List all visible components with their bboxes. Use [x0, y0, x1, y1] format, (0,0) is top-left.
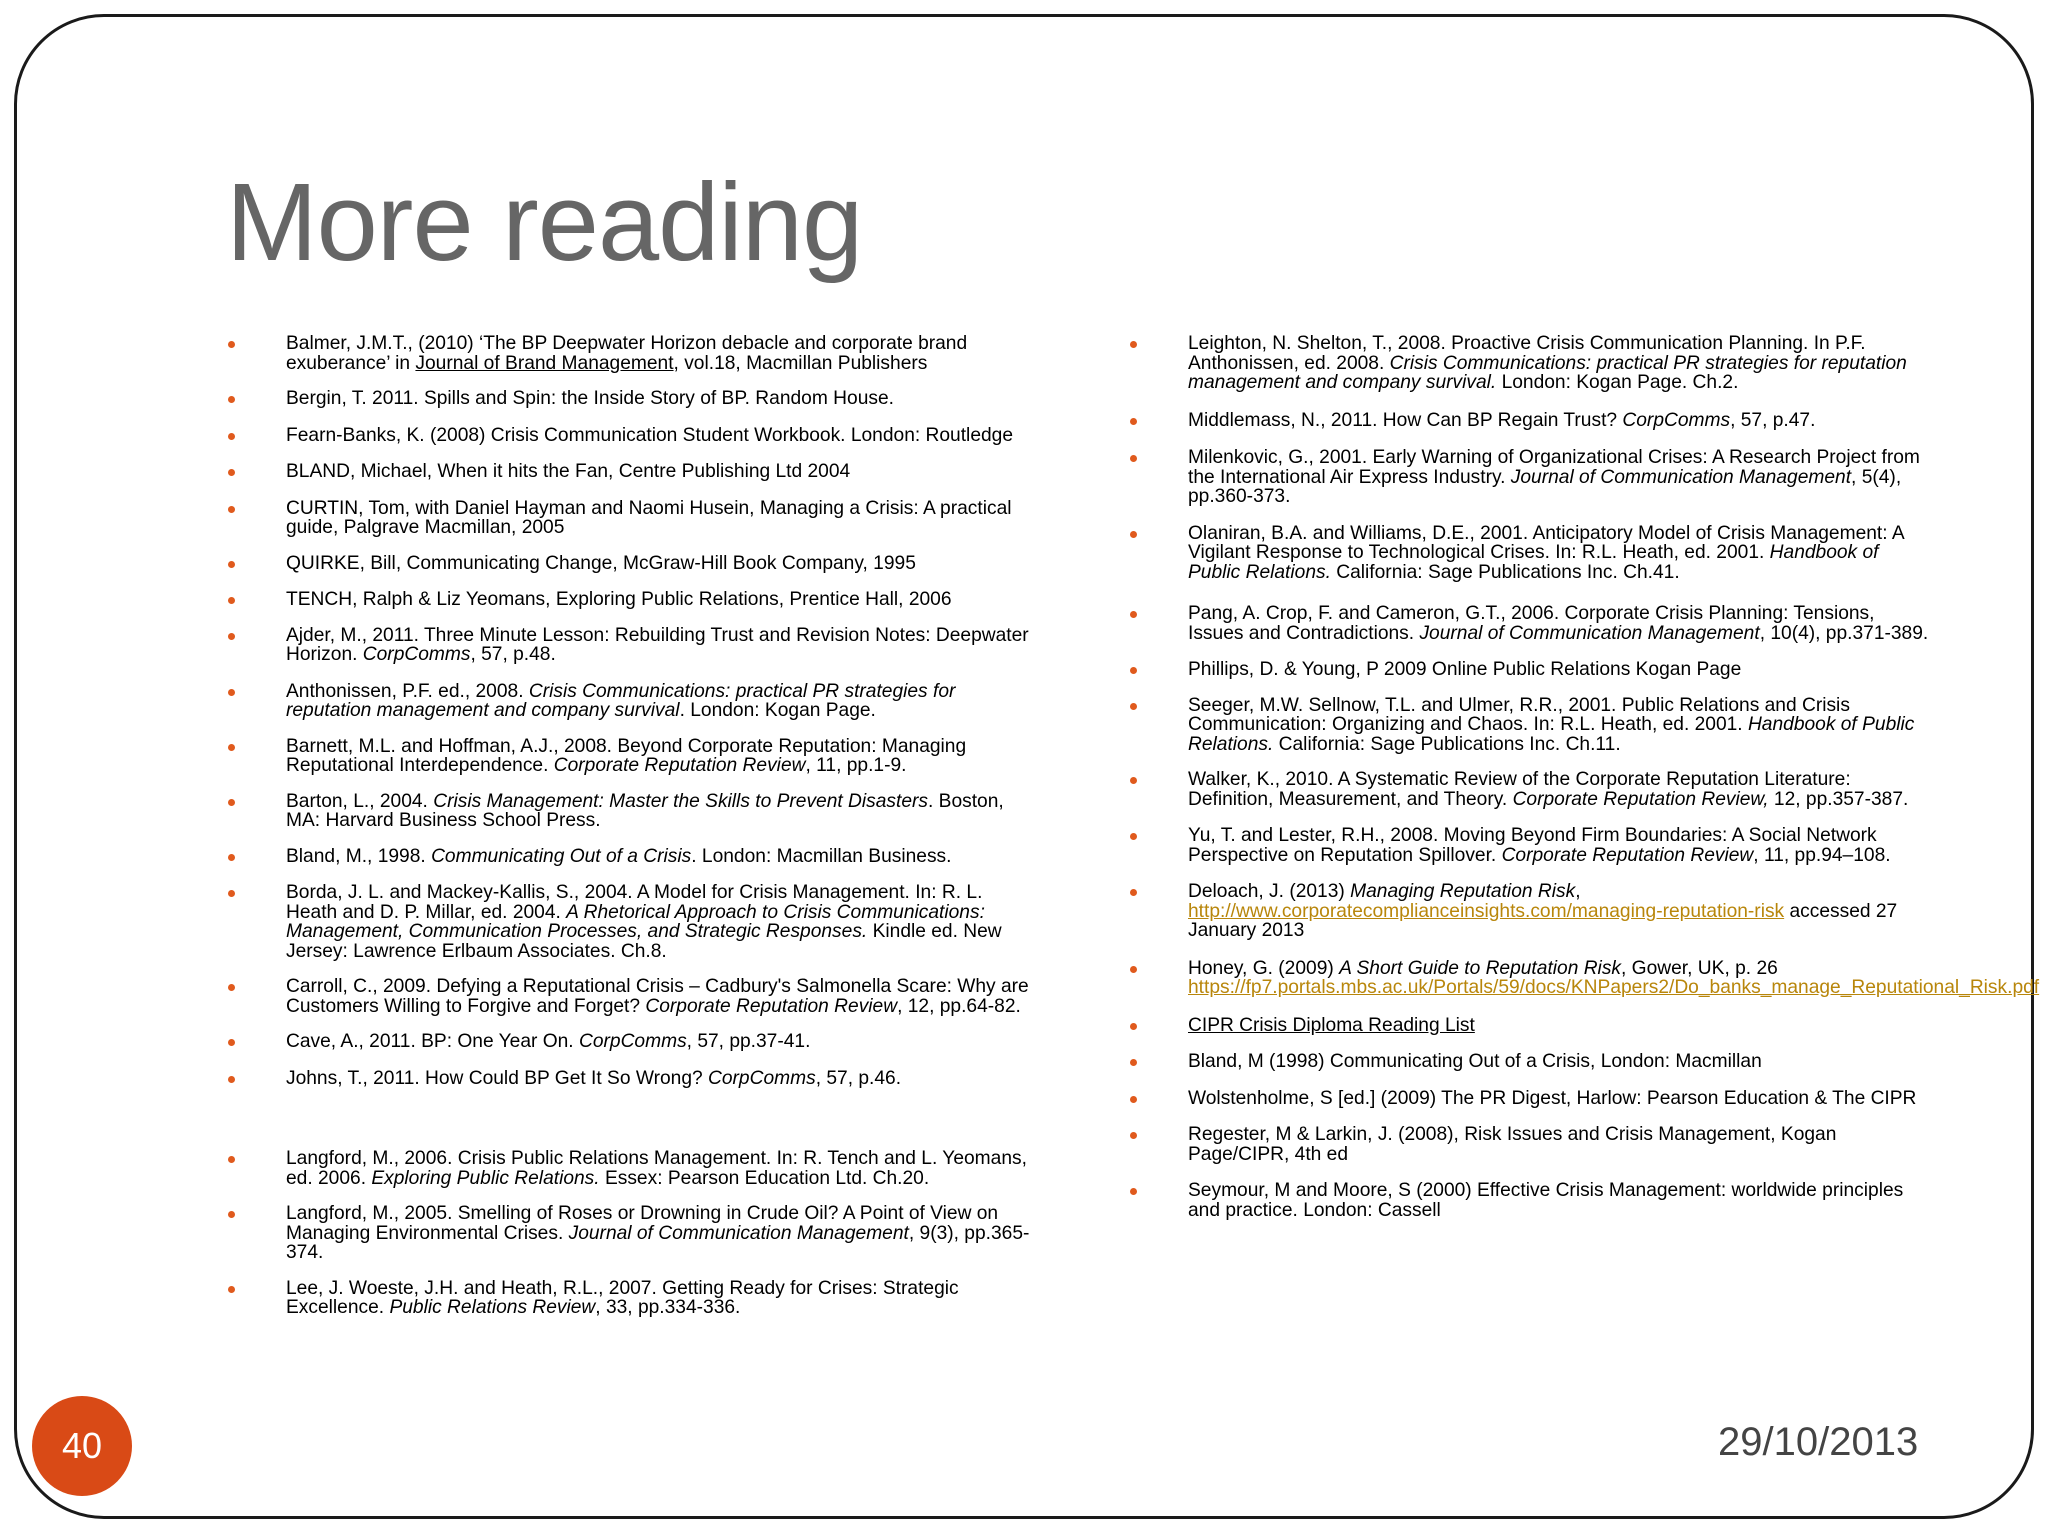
reference-text: Barton, L., 2004.	[286, 790, 434, 812]
reference-item	[1130, 334, 1930, 393]
reference-text: , 5(4), pp.360-373.	[1188, 466, 1902, 507]
reference-title-italic: Exploring Public Relations.	[371, 1167, 600, 1189]
reading-list-left	[228, 334, 1034, 1334]
reference-text: Balmer, J.M.T., (2010) ‘The BP Deepwater Horizon debacle and corporate brand exuberance’ in	[286, 333, 968, 374]
reference-text: Deloach, J. (2013)	[1188, 881, 1351, 902]
reference-item	[228, 792, 1034, 831]
reference-item	[1130, 882, 1930, 941]
reference-item	[1130, 411, 1930, 431]
reference-text: , 57, pp.37-41.	[686, 1031, 811, 1052]
reference-item	[1130, 1052, 1930, 1072]
reference-text: Cave, A., 2011. BP: One Year On.	[286, 1031, 579, 1052]
reference-item	[228, 737, 1034, 776]
reference-title-italic: Public Relations Review	[389, 1297, 596, 1318]
reference-text: Regester, M & Larkin, J. (2008), Risk Issues and Crisis Management, Kogan Page/CIPR, 4th ed	[1188, 1124, 1837, 1165]
reference-text: . London: Macmillan Business.	[691, 845, 952, 867]
reference-title-underlined: CIPR Crisis Diploma Reading List	[1188, 1014, 1475, 1036]
reference-title-italic: Crisis Communications: practical PR strategies for reputation management and company survival	[286, 680, 956, 721]
reference-title-italic: CorpComms	[362, 644, 471, 665]
reference-item	[228, 334, 1034, 373]
reference-title-italic: A Short Guide to Reputation Risk	[1339, 957, 1622, 979]
reference-text: Johns, T., 2011. How Could BP Get It So Wrong?	[286, 1067, 709, 1089]
reference-text: Middlemass, N., 2011. How Can BP Regain Trust?	[1188, 409, 1623, 431]
reference-item	[228, 590, 1034, 610]
reference-item	[228, 626, 1034, 665]
reference-text: Bergin, T. 2011. Spills and Spin: the Inside Story of BP. Random House.	[286, 388, 894, 409]
reference-title-italic: Handbook of Public Relations.	[1188, 542, 1879, 583]
reference-text: , 57, p.46.	[815, 1067, 902, 1089]
reference-text: Lee, J. Woeste, J.H. and Heath, R.L., 2007. Getting Ready for Crises: Strategic Excellence.	[286, 1277, 959, 1318]
reference-item	[228, 1204, 1034, 1263]
reference-item	[228, 1279, 1034, 1318]
reference-text: Borda, J. L. and Mackey-Kallis, S., 2004. A Model for Crisis Management. In: R. L. Heath and D. P. Millar, ed. 2004.	[286, 882, 983, 923]
reference-text: QUIRKE, Bill, Communicating Change, McGraw-Hill Book Company, 1995	[286, 552, 916, 574]
reference-item	[1130, 1016, 1930, 1036]
reference-text: Seeger, M.W. Sellnow, T.L. and Ulmer, R.R., 2001. Public Relations and Crisis Communication: Organizing and Chaos. In: R.L. Heath, ed. 2001.	[1188, 694, 1850, 735]
reference-title-underlined: Journal of Brand Management	[415, 352, 674, 374]
reference-item	[1130, 770, 1930, 809]
reference-text: Yu, T. and Lester, R.H., 2008. Moving Beyond Firm Boundaries: A Social Network Perspective on Reputation Spillover.	[1188, 825, 1877, 866]
reference-text: . London: Kogan Page.	[679, 700, 876, 721]
reference-text: Walker, K., 2010. A Systematic Review of the Corporate Reputation Literature: Definition, Measurement, and Theory.	[1188, 769, 1851, 810]
reference-title-italic: Journal of Communication Management	[568, 1222, 909, 1244]
reference-item	[1130, 826, 1930, 865]
reference-item	[228, 554, 1034, 574]
reference-text: California: Sage Publications Inc. Ch.41.	[1330, 561, 1680, 583]
reference-title-italic: Communicating Out of a Crisis	[431, 845, 692, 867]
reference-text: Milenkovic, G., 2001. Early Warning of Organizational Crises: A Research Project from the International Air Express Industry.	[1188, 447, 1920, 488]
reference-text: Bland, M (1998) Communicating Out of a Crisis, London: Macmillan	[1188, 1051, 1762, 1072]
reference-title-italic: Corporate Reputation Review,	[1512, 788, 1769, 810]
reference-item	[228, 847, 1034, 867]
reading-list-right	[1130, 333, 2040, 1237]
reference-item	[228, 1069, 1034, 1089]
reference-text: , vol.18, Macmillan Publishers	[673, 352, 928, 374]
reference-link[interactable]: https://fp7.portals.mbs.ac.uk/Portals/59/docs/KNPapers2/Do_banks_manage_Reputational_Risk.pdf	[1188, 977, 2040, 998]
reference-title-italic: Journal of Communication Management	[1419, 622, 1760, 644]
reference-item	[1130, 1089, 1930, 1109]
reference-item	[228, 389, 1034, 409]
reference-text: , 10(4), pp.371-389.	[1759, 622, 1929, 644]
reference-title-italic: Journal of Communication Management	[1510, 466, 1852, 488]
reference-text: TENCH, Ralph & Liz Yeomans, Exploring Public Relations, Prentice Hall, 2006	[286, 589, 952, 610]
reference-text: Seymour, M and Moore, S (2000) Effective Crisis Management: worldwide principles and practice. London: Cassell	[1188, 1180, 1904, 1221]
reference-item	[228, 682, 1034, 721]
reference-link[interactable]: http://www.corporatecomplianceinsights.com/managing-reputation-risk	[1188, 900, 1785, 922]
reference-item	[228, 499, 1034, 538]
reference-text: , Gower, UK, p. 26	[1621, 957, 1778, 979]
reference-item	[1130, 1181, 1930, 1220]
reference-text: Ajder, M., 2011. Three Minute Lesson: Rebuilding Trust and Revision Notes: Deepwater Horizon.	[286, 624, 1029, 665]
reference-text: 12, pp.357-387.	[1768, 788, 1909, 810]
reference-text: Carroll, C., 2009. Defying a Reputational Crisis – Cadbury's Salmonella Scare: Why are Customers Willing to Forgive and Forget?	[286, 976, 1029, 1017]
reference-text: , 57, p.47.	[1730, 409, 1816, 431]
reference-text: Honey, G. (2009)	[1188, 957, 1340, 979]
reference-item	[1130, 696, 1930, 755]
reference-item	[1130, 448, 1930, 507]
slide-date: 29/10/2013	[1718, 1420, 1919, 1464]
reference-item	[1130, 957, 2040, 998]
reference-item	[1130, 660, 1930, 680]
reference-text: Olaniran, B.A. and Williams, D.E., 2001. Anticipatory Model of Crisis Management: A Vigilant Response to Technological Crises. In: R.L. Heath, ed. 2001.	[1188, 522, 1904, 563]
reference-item	[228, 1149, 1034, 1188]
reference-title-italic: A Rhetorical Approach to Crisis Communications: Management, Communication Processes, and Strategic Responses.	[286, 901, 985, 942]
reference-item	[1130, 1125, 1930, 1164]
reference-text: , 57, p.48.	[470, 644, 556, 665]
reference-text: Anthonissen, P.F. ed., 2008.	[286, 680, 529, 702]
reference-text: Fearn-Banks, K. (2008) Crisis Communication Student Workbook. London: Routledge	[286, 424, 1014, 446]
reference-text: CURTIN, Tom, with Daniel Hayman and Naomi Husein, Managing a Crisis: A practical guide, Palgrave Macmillan, 2005	[286, 497, 1012, 538]
reference-text: BLAND, Michael, When it hits the Fan, Centre Publishing Ltd 2004	[286, 461, 851, 482]
page-number-badge	[32, 1396, 132, 1496]
reference-text: London: Kogan Page. Ch.2.	[1496, 372, 1739, 393]
reference-text: , 33, pp.334-336.	[595, 1297, 741, 1318]
reference-item	[228, 1032, 1034, 1052]
reference-text: Leighton, N. Shelton, T., 2008. Proactive Crisis Communication Planning. In P.F. Anthonissen, ed. 2008.	[1188, 333, 1866, 374]
reference-text: . Boston, MA: Harvard Business School Press.	[286, 790, 1004, 831]
reference-title-italic: CorpComms	[1622, 409, 1731, 431]
reference-item	[1130, 604, 1930, 643]
reference-title-italic: Crisis Management: Master the Skills to Prevent Disasters	[433, 790, 928, 812]
reference-text: Langford, M., 2006. Crisis Public Relations Management. In: R. Tench and L. Yeomans, ed. 2006.	[286, 1148, 1027, 1189]
reference-title-italic: Managing Reputation Risk	[1350, 881, 1576, 902]
reference-title-italic: Corporate Reputation Review	[645, 995, 898, 1017]
reference-text: , 11, pp.94–108.	[1753, 844, 1891, 866]
reference-item	[228, 977, 1034, 1016]
reference-text: Phillips, D. & Young, P 2009 Online Public Relations Kogan Page	[1188, 659, 1742, 680]
reference-title-italic: Handbook of Public Relations.	[1188, 714, 1915, 755]
reference-text: , 11, pp.1-9.	[805, 755, 907, 776]
reference-text: Langford, M., 2005. Smelling of Roses or Drowning in Crude Oil? A Point of View on Managing Environmental Crises.	[286, 1203, 999, 1244]
reference-item	[228, 883, 1034, 961]
reference-text: Barnett, M.L. and Hoffman, A.J., 2008. Beyond Corporate Reputation: Managing Reputational Interdependence.	[286, 735, 967, 776]
reference-text: California: Sage Publications Inc. Ch.11.	[1273, 733, 1621, 755]
reference-text: , 9(3), pp.365-374.	[286, 1222, 1030, 1263]
reference-text: , 12, pp.64-82.	[897, 995, 1021, 1017]
reference-text: Bland, M., 1998.	[286, 845, 432, 867]
reference-title-italic: Corporate Reputation Review	[553, 755, 806, 776]
reference-text: Essex: Pearson Education Ltd. Ch.20.	[599, 1167, 930, 1189]
reference-title-italic: Crisis Communications: practical PR strategies for reputation management and company survival.	[1188, 352, 1907, 393]
reference-title-italic: Corporate Reputation Review	[1501, 844, 1754, 866]
reference-text: Kindle ed. New Jersey: Lawrence Erlbaum Associates. Ch.8.	[286, 921, 1002, 962]
reference-text: ,	[1575, 881, 1581, 902]
reference-text: accessed 27 January 2013	[1188, 900, 1898, 941]
reference-item	[228, 462, 1034, 482]
reference-text: Wolstenholme, S [ed.] (2009) The PR Digest, Harlow: Pearson Education & The CIPR	[1188, 1087, 1917, 1109]
page-number: 40	[61, 1425, 103, 1466]
slide-title: More reading	[226, 161, 863, 284]
reference-item	[1130, 524, 1930, 583]
reference-item	[228, 426, 1034, 446]
reference-title-italic: CorpComms	[578, 1031, 687, 1052]
reference-title-italic: CorpComms	[708, 1067, 816, 1089]
reference-text: Pang, A. Crop, F. and Cameron, G.T., 2006. Corporate Crisis Planning: Tensions, Issues and Contradictions.	[1188, 603, 1875, 644]
